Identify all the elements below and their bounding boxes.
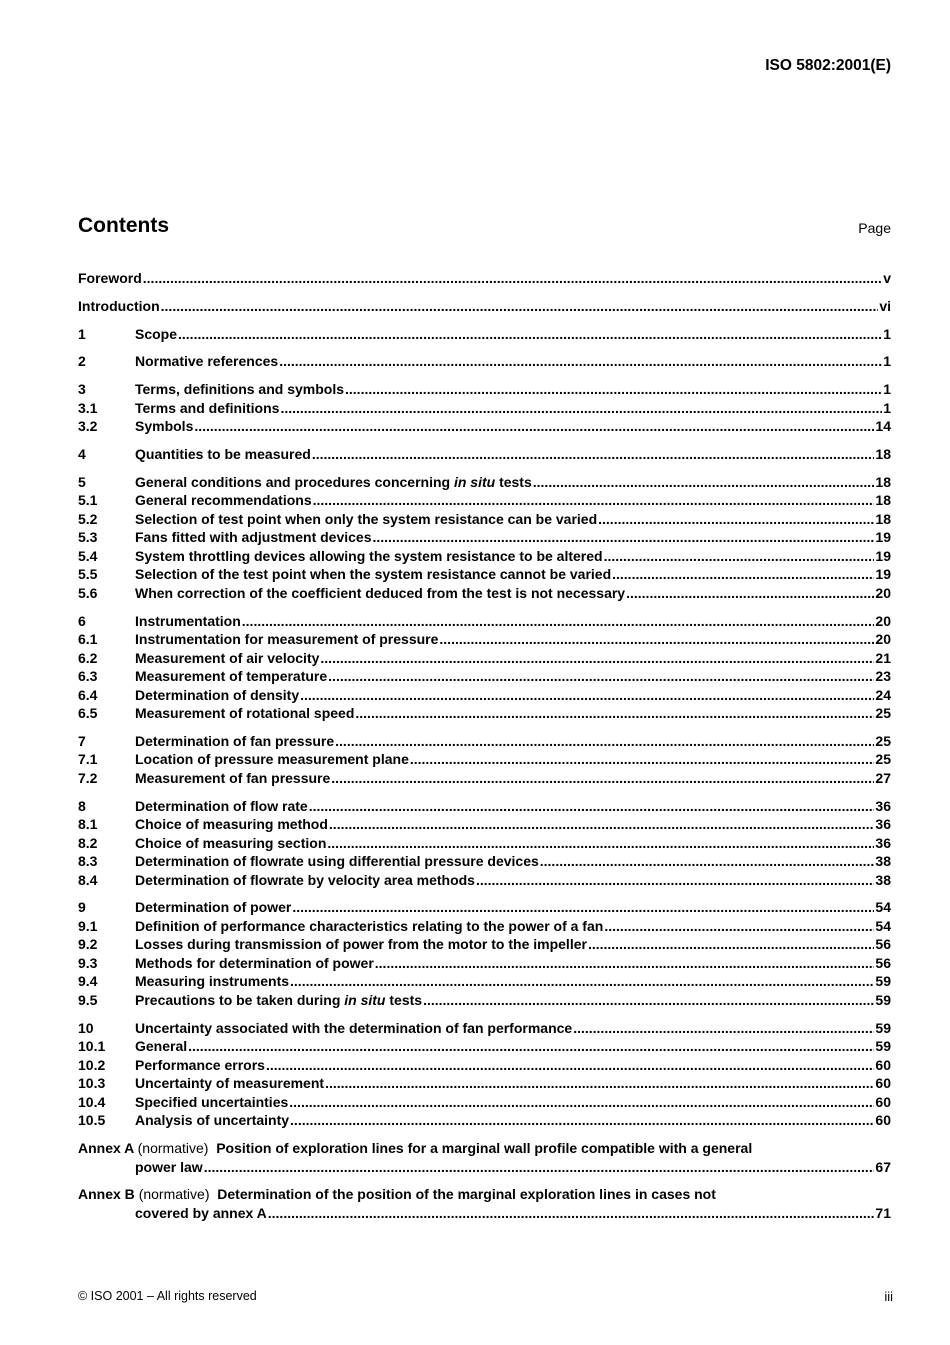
annex-label: Annex A — [78, 1140, 134, 1157]
toc-entry-number: 5.5 — [78, 566, 98, 583]
toc-entry-number: 9.3 — [78, 954, 98, 971]
toc-entry-page: 60 — [875, 1093, 891, 1110]
toc-entry-page: v — [883, 270, 891, 286]
toc-title-part: General conditions and procedures concerning — [135, 473, 454, 490]
toc-entry-page: 60 — [875, 1056, 891, 1073]
toc-entry-number: 1 — [78, 325, 86, 342]
dot-leader — [476, 871, 874, 890]
toc-entry-page: 25 — [875, 705, 891, 722]
dot-leader — [331, 769, 874, 788]
toc-entry[interactable] — [78, 510, 891, 529]
toc-entry-title: Choice of measuring method — [135, 816, 328, 833]
toc-entry-title: Determination of fan pressure — [135, 732, 335, 749]
toc-entry-title: Determination of flow rate — [135, 797, 308, 814]
document-id: ISO 5802:2001(E) — [765, 57, 891, 74]
toc-entry-title: Methods for determination of power — [135, 954, 374, 971]
toc-entry-page: 1 — [883, 325, 891, 342]
toc-entry[interactable] — [78, 417, 891, 436]
toc-entry-number: 10.1 — [78, 1038, 106, 1055]
toc-entry[interactable] — [78, 352, 891, 371]
toc-entry-number: 6.1 — [78, 631, 98, 648]
toc-entry-number: 10.3 — [78, 1075, 106, 1092]
toc-entry-title: Performance errors — [135, 1056, 265, 1073]
toc-entry[interactable] — [78, 898, 891, 917]
toc-entry-page: 19 — [875, 566, 891, 583]
toc-entry-number: 9 — [78, 899, 86, 916]
toc-entry-number: 3.2 — [78, 418, 98, 435]
toc-entry-number: 6.5 — [78, 705, 98, 722]
toc-entry[interactable] — [78, 991, 891, 1010]
dot-leader — [604, 547, 875, 566]
annex-line-2 — [78, 1204, 891, 1223]
toc-entry-title: Symbols — [135, 418, 194, 435]
toc-entry-page: vi — [879, 297, 891, 314]
toc-entry-page: 36 — [875, 834, 891, 851]
toc-entry-page: 18 — [875, 492, 891, 509]
toc-entry[interactable] — [78, 732, 891, 751]
toc-entry-title: Selection of the test point when the system resistance cannot be varied — [135, 566, 612, 583]
toc-entry[interactable] — [78, 871, 891, 890]
toc-entry-page: 24 — [875, 686, 891, 703]
dot-leader — [204, 1158, 875, 1177]
toc-entry-page: 18 — [875, 445, 891, 462]
toc-entry-number: 5.2 — [78, 510, 98, 527]
copyright-notice: © ISO 2001 – All rights reserved — [78, 1289, 257, 1303]
toc-entry-number: 2 — [78, 353, 86, 370]
dot-leader — [309, 797, 875, 816]
toc-entry-number: 8.4 — [78, 871, 98, 888]
toc-entry[interactable] — [78, 815, 891, 834]
toc-entry-page: 20 — [875, 631, 891, 648]
dot-leader — [290, 972, 874, 991]
toc-entry-number: 8 — [78, 797, 86, 814]
toc-entry-title: Determination of flowrate using differential pressure devices — [135, 853, 539, 870]
toc-entry-number: 4 — [78, 445, 86, 462]
toc-entry[interactable] — [78, 612, 891, 631]
table-of-contents — [78, 269, 891, 1222]
toc-entry[interactable] — [78, 935, 891, 954]
toc-entry-page: 59 — [875, 991, 891, 1008]
toc-entry-page: 38 — [875, 871, 891, 888]
toc-entry-title: Specified uncertainties — [135, 1093, 289, 1110]
dot-leader — [540, 852, 875, 871]
toc-entry-title: Losses during transmission of power from the motor to the impeller — [135, 936, 587, 953]
dot-leader — [375, 954, 875, 973]
dot-leader — [312, 445, 875, 464]
toc-entry-title: Quantities to be measured — [135, 445, 311, 462]
dot-leader — [161, 297, 879, 316]
toc-entry[interactable] — [78, 630, 891, 649]
dot-leader — [533, 473, 875, 492]
toc-entry-title: Determination of power — [135, 899, 292, 916]
dot-leader — [280, 399, 882, 418]
toc-entry-number: 5.6 — [78, 584, 98, 601]
toc-entry-page: 1 — [883, 381, 891, 398]
toc-entry[interactable] — [78, 704, 891, 723]
toc-entry[interactable] — [78, 584, 891, 603]
toc-entry-title: Measurement of temperature — [135, 668, 328, 685]
toc-entry[interactable] — [78, 1037, 891, 1056]
toc-title-part: tests — [495, 473, 532, 490]
toc-entry[interactable] — [78, 491, 891, 510]
dot-leader — [327, 834, 874, 853]
toc-entry[interactable] — [78, 1093, 891, 1112]
toc-entry-title: Instrumentation — [135, 612, 241, 629]
toc-entry[interactable] — [78, 399, 891, 418]
toc-entry-title: Selection of test point when only the system resistance can be varied — [135, 510, 598, 527]
toc-entry-page: 19 — [875, 547, 891, 564]
dot-leader — [242, 612, 875, 631]
toc-title-part: Precautions to be taken during — [135, 991, 345, 1008]
dot-leader — [588, 935, 874, 954]
toc-entry-title: Foreword — [78, 270, 142, 286]
dot-leader — [290, 1111, 874, 1130]
dot-leader — [194, 417, 874, 436]
toc-entry[interactable] — [78, 649, 891, 668]
toc-entry-page: 20 — [875, 584, 891, 601]
toc-entry[interactable] — [78, 380, 891, 399]
annex-title-line-1: Determination of the position of the marginal exploration lines in cases not — [217, 1186, 716, 1203]
toc-entry-number: 6 — [78, 612, 86, 629]
dot-leader — [279, 352, 882, 371]
toc-entry[interactable] — [78, 750, 891, 769]
annex-page: 67 — [875, 1158, 891, 1175]
toc-entry[interactable] — [78, 547, 891, 566]
toc-entry-title: Location of pressure measurement plane — [135, 751, 409, 768]
toc-entry-title: Definition of performance characteristics relating to the power of a fan — [135, 917, 604, 934]
toc-entry[interactable] — [78, 1111, 891, 1130]
toc-entry-number: 9.1 — [78, 917, 98, 934]
toc-entry-number: 10.2 — [78, 1056, 106, 1073]
toc-entry-page: 38 — [875, 853, 891, 870]
toc-entry-title: Uncertainty of measurement — [135, 1075, 325, 1092]
dot-leader — [188, 1037, 874, 1056]
toc-entry[interactable] — [78, 297, 891, 316]
dot-leader — [289, 1093, 874, 1112]
annex-line-1 — [78, 1185, 891, 1204]
toc-entry-number: 10.5 — [78, 1112, 106, 1129]
toc-entry[interactable] — [78, 917, 891, 936]
dot-leader — [439, 630, 874, 649]
toc-entry-title: General — [135, 1038, 188, 1055]
annex-title-line-2: covered by annex A — [135, 1204, 267, 1221]
toc-entry[interactable] — [78, 445, 891, 464]
toc-entry-page: 54 — [875, 917, 891, 934]
toc-entry-number: 7.2 — [78, 769, 98, 786]
toc-entry-title: Analysis of uncertainty — [135, 1112, 290, 1129]
toc-entry-page: 23 — [875, 668, 891, 685]
dot-leader — [373, 528, 875, 547]
toc-entry[interactable] — [78, 667, 891, 686]
toc-entry-page: 1 — [883, 399, 891, 416]
toc-entry-page: 59 — [875, 973, 891, 990]
toc-entry[interactable] — [78, 852, 891, 871]
toc-entry[interactable] — [78, 269, 891, 288]
toc-entry-title: Terms and definitions — [135, 399, 280, 416]
toc-entry-number: 9.2 — [78, 936, 98, 953]
toc-entry[interactable] — [78, 834, 891, 853]
dot-leader — [300, 686, 874, 705]
dot-leader — [143, 269, 882, 288]
toc-entry[interactable] — [78, 797, 891, 816]
toc-entry-number: 7 — [78, 732, 86, 749]
toc-entry-page: 60 — [875, 1075, 891, 1092]
toc-entry-number: 6.2 — [78, 649, 98, 666]
annex-type: (normative) — [138, 1186, 210, 1203]
annex-line-2 — [78, 1158, 891, 1177]
dot-leader — [410, 750, 875, 769]
toc-entry-number: 7.1 — [78, 751, 98, 768]
toc-entry[interactable] — [78, 565, 891, 584]
toc-entry-title: Measurement of air velocity — [135, 649, 320, 666]
toc-entry-title: Determination of density — [135, 686, 300, 703]
toc-entry-title — [135, 991, 422, 1010]
toc-entry-page: 27 — [875, 769, 891, 786]
toc-entry-number: 8.3 — [78, 853, 98, 870]
dot-leader — [328, 667, 874, 686]
page-column-label: Page — [858, 220, 891, 236]
toc-entry[interactable] — [78, 686, 891, 705]
toc-entry-title: Terms, definitions and symbols — [135, 381, 345, 398]
toc-entry[interactable] — [78, 528, 891, 547]
dot-leader — [178, 325, 882, 344]
toc-entry-title: Instrumentation for measurement of pressure — [135, 631, 439, 648]
annex-line-1 — [78, 1139, 891, 1158]
toc-annex-entry[interactable] — [78, 1185, 891, 1222]
toc-title-emphasis: in situ — [344, 991, 386, 1008]
toc-title-part: tests — [385, 991, 423, 1008]
dot-leader — [320, 649, 874, 668]
dot-leader — [268, 1204, 875, 1223]
toc-entry-number: 9.4 — [78, 973, 98, 990]
toc-entry-number: 5.1 — [78, 492, 98, 509]
dot-leader — [266, 1056, 874, 1075]
toc-entry-number: 5.4 — [78, 547, 98, 564]
toc-entry[interactable] — [78, 1019, 891, 1038]
toc-entry[interactable] — [78, 1074, 891, 1093]
toc-entry[interactable] — [78, 325, 891, 344]
toc-entry-title: Normative references — [135, 353, 279, 370]
toc-entry-page: 56 — [875, 936, 891, 953]
dot-leader — [329, 815, 875, 834]
annex-title-line-1: Position of exploration lines for a marginal wall profile compatible with a general — [216, 1140, 753, 1157]
toc-entry-page: 19 — [875, 529, 891, 546]
dot-leader — [313, 491, 875, 510]
toc-entry-page: 54 — [875, 899, 891, 916]
toc-entry-number: 5.3 — [78, 529, 98, 546]
toc-entry[interactable] — [78, 972, 891, 991]
toc-entry-title: Introduction — [78, 297, 160, 314]
toc-entry-page: 20 — [875, 612, 891, 629]
toc-entry-number: 3 — [78, 381, 86, 398]
annex-label: Annex B — [78, 1186, 135, 1203]
toc-entry-page: 59 — [875, 1019, 891, 1036]
toc-entry[interactable] — [78, 1056, 891, 1075]
toc-entry-title: Measurement of rotational speed — [135, 705, 355, 722]
dot-leader — [335, 732, 874, 751]
toc-entry-number: 8.2 — [78, 834, 98, 851]
toc-entry-page: 36 — [875, 816, 891, 833]
toc-entry-number: 5 — [78, 473, 86, 490]
toc-entry-page: 18 — [875, 510, 891, 527]
toc-entry-title: Measurement of fan pressure — [135, 769, 331, 786]
toc-entry-title: Uncertainty associated with the determination of fan performance — [135, 1019, 573, 1036]
page-number: iii — [884, 1289, 893, 1304]
toc-entry-page: 25 — [875, 751, 891, 768]
toc-entry-number: 9.5 — [78, 991, 98, 1008]
dot-leader — [612, 565, 874, 584]
toc-entry-page: 1 — [883, 353, 891, 370]
toc-entry-title: Measuring instruments — [135, 973, 290, 990]
annex-title-line-2: power law — [135, 1158, 203, 1175]
dot-leader — [355, 704, 874, 723]
toc-entry-page: 21 — [875, 649, 891, 666]
toc-entry-number: 3.1 — [78, 399, 98, 416]
toc-entry-page: 60 — [875, 1112, 891, 1129]
toc-annex-entry[interactable] — [78, 1139, 891, 1176]
dot-leader — [292, 898, 874, 917]
page-title: Contents — [78, 214, 169, 237]
dot-leader — [325, 1074, 874, 1093]
contents-title-row — [78, 210, 891, 238]
toc-entry-title: General recommendations — [135, 492, 312, 509]
toc-entry-title: Scope — [135, 325, 178, 342]
toc-entry-title: Determination of flowrate by velocity area methods — [135, 871, 475, 888]
annex-page: 71 — [875, 1204, 891, 1221]
toc-entry-number: 10 — [78, 1019, 94, 1036]
dot-leader — [573, 1019, 874, 1038]
toc-entry-page: 56 — [875, 954, 891, 971]
toc-entry-number: 10.4 — [78, 1093, 106, 1110]
toc-entry[interactable] — [78, 769, 891, 788]
toc-entry-title: Choice of measuring section — [135, 834, 327, 851]
toc-entry-title: System throttling devices allowing the system resistance to be altered — [135, 547, 603, 564]
toc-entry-number: 6.3 — [78, 668, 98, 685]
dot-leader — [345, 380, 882, 399]
toc-entry-title: Fans fitted with adjustment devices — [135, 529, 372, 546]
toc-entry-title — [135, 473, 532, 492]
toc-entry-page: 36 — [875, 797, 891, 814]
toc-entry-number: 8.1 — [78, 816, 98, 833]
toc-entry[interactable] — [78, 954, 891, 973]
toc-entry-page: 25 — [875, 732, 891, 749]
dot-leader — [598, 510, 874, 529]
toc-entry-title: When correction of the coefficient deduced from the test is not necessary — [135, 584, 626, 601]
dot-leader — [626, 584, 874, 603]
annex-type: (normative) — [137, 1140, 209, 1157]
toc-entry-page: 59 — [875, 1038, 891, 1055]
toc-entry-number: 6.4 — [78, 686, 98, 703]
toc-title-emphasis: in situ — [453, 473, 496, 490]
dot-leader — [604, 917, 874, 936]
toc-entry-page: 18 — [875, 473, 891, 490]
toc-entry-page: 14 — [875, 418, 891, 435]
dot-leader — [423, 991, 874, 1010]
toc-entry[interactable] — [78, 473, 891, 492]
